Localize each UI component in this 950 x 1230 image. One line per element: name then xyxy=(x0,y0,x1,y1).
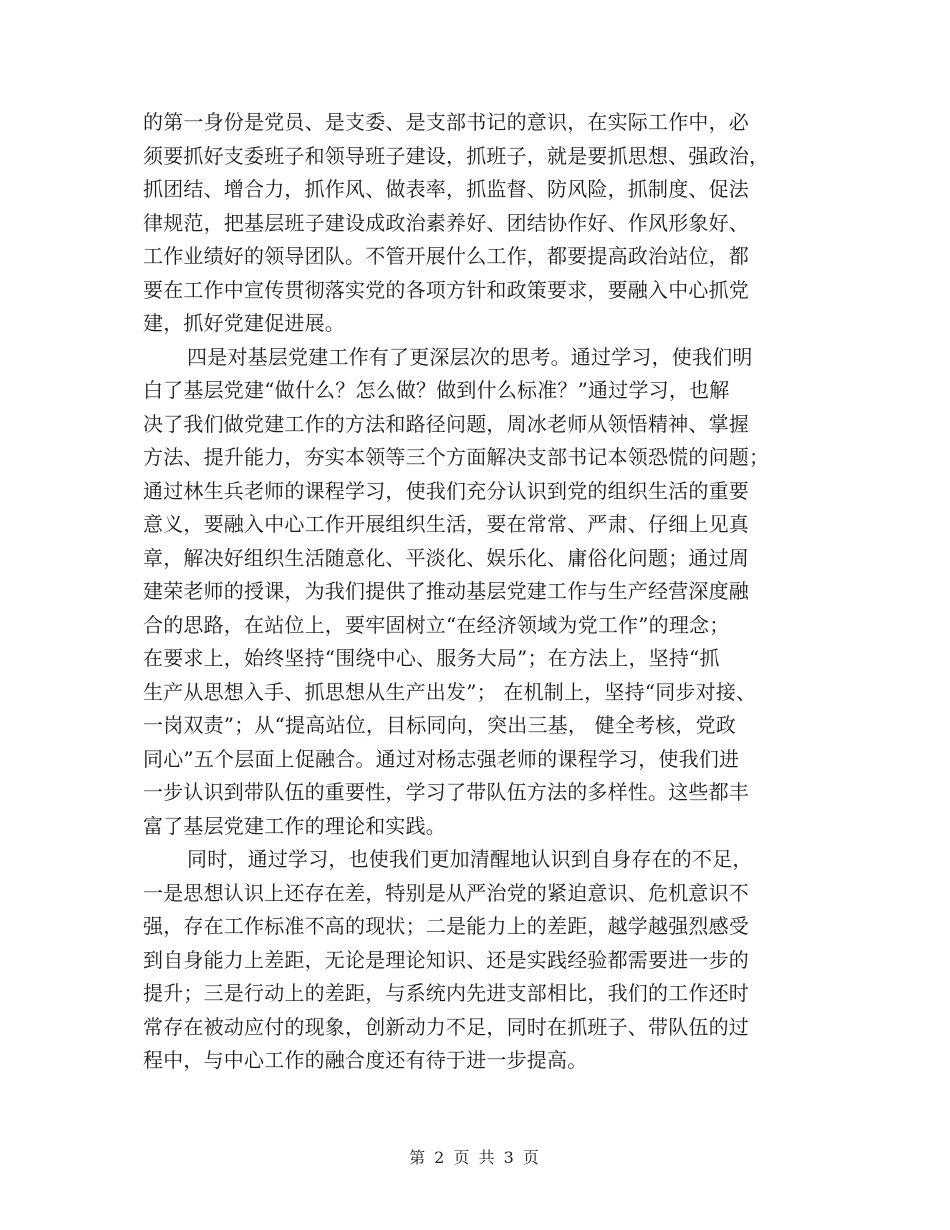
text-line: 合的思路，在站位上，要牢固树立“在经济领域为党工作”的理念； xyxy=(143,612,730,637)
text-line: 富了基层党建工作的理论和实践。 xyxy=(143,813,446,838)
text-line: 常存在被动应付的现象，创新动力不足，同时在抓班子、带队伍的过 xyxy=(143,1014,749,1039)
text-line: 一是思想认识上还存在差，特别是从严治党的紧迫意识、危机意识不 xyxy=(143,880,749,905)
page-footer: 第 2 页 共 3 页 xyxy=(409,1148,541,1167)
text-line: 程中，与中心工作的融合度还有待于进一步提高。 xyxy=(143,1048,588,1072)
text-line: 建，抓好党建促进展。 xyxy=(143,311,345,335)
text-line: 在要求上，始终坚持“围绕中心、服务大局”；在方法上，坚持“抓 xyxy=(143,646,720,670)
text-line: 到自身能力上差距，无论是理论知识、还是实践经验都需要进一步的 xyxy=(143,947,749,972)
text-line: 同心”五个层面上促融合。通过对杨志强老师的课程学习，使我们进 xyxy=(143,746,740,771)
text-line: 意义，要融入中心工作开展组织生活，要在常常、严肃、仔细上见真 xyxy=(143,512,749,536)
text-line: 同时，通过学习，也使我们更加清醒地认识到自身存在的不足， xyxy=(187,847,753,871)
text-line: 一步认识到带队伍的重要性，学习了带队伍方法的多样性。这些都丰 xyxy=(143,780,749,804)
text-line: 要在工作中宣传贯彻落实党的各项方针和政策要求，要融入中心抓党 xyxy=(143,277,749,302)
text-line: 决了我们做党建工作的方法和路径问题，周冰老师从领悟精神、掌握 xyxy=(143,411,749,436)
text-line: 一岗双责”；从“提高站位，目标同向，突出三基， 健全考核，党政 xyxy=(143,713,737,737)
text-line: 章，解决好组织生活随意化、平淡化、娱乐化、庸俗化问题；通过周 xyxy=(143,545,749,570)
text-line: 方法、提升能力，夯实本领等三个方面解决支部书记本领恐慌的问题； xyxy=(143,445,770,469)
text-line: 通过林生兵老师的课程学习，使我们充分认识到党的组织生活的重要 xyxy=(143,478,749,503)
text-line: 白了基层党建“做什么？怎么做？做到什么标准？”通过学习，也解 xyxy=(143,378,730,402)
text-line: 建荣老师的授课，为我们提供了推动基层党建工作与生产经营深度融 xyxy=(143,579,749,603)
text-line: 四是对基层党建工作有了更深层次的思考。通过学习，使我们明 xyxy=(187,344,753,369)
body-text xyxy=(143,106,833,1078)
text-line: 律规范，把基层班子建设成政治素养好、团结协作好、作风形象好、 xyxy=(143,210,749,235)
text-line: 生产从思想入手、抓思想从生产出发”； 在机制上，坚持“同步对接、 xyxy=(143,679,757,704)
text-line: 强，存在工作标准不高的现状；二是能力上的差距，越学越强烈感受 xyxy=(143,914,749,938)
text-line: 工作业绩好的领导团队。不管开展什么工作，都要提高政治站位，都 xyxy=(143,244,749,268)
text-line: 提升；三是行动上的差距，与系统内先进支部相比，我们的工作还时 xyxy=(143,981,749,1005)
text-line: 抓团结、增合力，抓作风、做表率，抓监督、防风险，抓制度、促法 xyxy=(143,177,749,201)
text-line: 的第一身份是党员、是支委、是支部书记的意识，在实际工作中，必 xyxy=(143,110,749,134)
text-line: 须要抓好支委班子和领导班子建设，抓班子，就是要抓思想、强政治， xyxy=(143,143,770,168)
